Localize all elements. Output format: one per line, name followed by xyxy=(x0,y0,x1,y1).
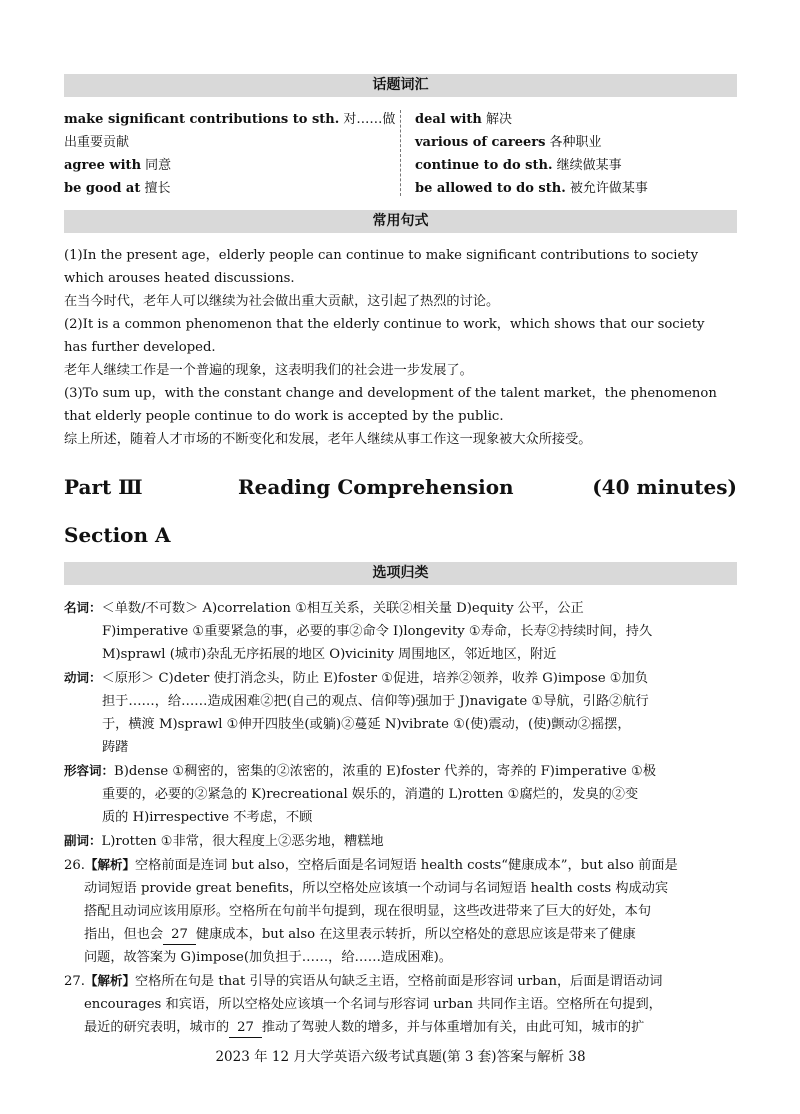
part-title: Reading Comprehension xyxy=(238,475,514,499)
adv-label: 副词： xyxy=(64,833,102,848)
adj-line: 质的 H)irrespective 不考虑，不顾 xyxy=(102,810,313,825)
sentence-line: has further developed. xyxy=(64,340,216,355)
sentence-line: that elderly people continue to do work is accepted by the public. xyxy=(64,409,504,424)
q26-analysis-line: 问题，故答案为 G)impose(加负担于……，给……造成困难)。 xyxy=(84,950,452,965)
noun-line: M)sprawl (城市)杂乱无序拓展的地区 O)vicinity 周围地区，邻近地区，附近 xyxy=(102,647,557,662)
adj-label: 形容词： xyxy=(64,763,115,778)
sentence-line: (2)It is a common phenomenon that the elderly continue to work，which shows that our society xyxy=(64,317,705,332)
adv-line: 副词：L)rotten ①非常，很大程度上②恶劣地，糟糕地 xyxy=(64,833,384,849)
blank-number: 27 xyxy=(229,1019,262,1038)
q27-analysis-line: encourages 和宾语，所以空格处应该填一个名词与形容词 urban 共同作主语。空格所在句提到， xyxy=(84,997,662,1012)
section-heading: Section A xyxy=(64,523,171,547)
part-time: (40 minutes) xyxy=(592,475,737,499)
sentence-line: (3)To sum up，with the constant change and development of the talent market，the phenomenon xyxy=(64,386,717,401)
adj-line: 重要的，必要的②紧急的 K)recreational 娱乐的，消遣的 L)rotten ①腐烂的，发臭的②变 xyxy=(102,787,639,802)
sentence-line: (1)In the present age，elderly people can continue to make significant contributions to society xyxy=(64,248,699,263)
verb-line: 担于……，给……造成困难②把(自己的观点、信仰等)强加于 J)navigate ①导航，引路②航行 xyxy=(102,694,649,709)
options-list xyxy=(64,596,737,1039)
vocab-item: deal with 解决 xyxy=(415,112,512,127)
q26-analysis-line: 指出，但也会 27 健康成本，but also 在这里表示转折，所以空格处的意思应该是带来了健康 xyxy=(64,923,737,946)
noun-line: 名词：＜单数/不可数＞ A)correlation ①相互关系，关联②相关量 D)equity 公平，公正 xyxy=(64,600,584,616)
vocab-item: 出重要贡献 xyxy=(64,135,130,150)
vocab-right-column xyxy=(415,108,648,200)
vocab-item: continue to do sth. 继续做某事 xyxy=(415,158,622,173)
vocab-item: be good at 擅长 xyxy=(64,181,171,196)
q26-analysis: 26.【解析】空格前面是连词 but also，空格后面是名词短语 health costs“健康成本”，but also 前面是 xyxy=(64,857,678,873)
part-heading xyxy=(64,473,737,501)
sentence-line: 老年人继续工作是一个普遍的现象，这表明我们的社会进一步发展了。 xyxy=(64,363,473,378)
vocab-item: various of careers 各种职业 xyxy=(415,135,602,150)
part-label: Part Ⅲ xyxy=(64,475,143,499)
vocab-item: make significant contributions to sth. 对……做 xyxy=(64,112,396,127)
q26-analysis-line: 动词短语 provide great benefits，所以空格处应该填一个动词与名词短语 health costs 构成动宾 xyxy=(84,881,669,896)
vocab-item: agree with 同意 xyxy=(64,158,172,173)
noun-label: 名词： xyxy=(64,600,102,615)
sentence-line: 在当今时代，老年人可以继续为社会做出重大贡献，这引起了热烈的讨论。 xyxy=(64,294,500,309)
adj-line: 形容词：B)dense ①稠密的，密集的②浓密的，浓重的 E)foster 代养的，寄养的 F)imperative ①极 xyxy=(64,763,657,779)
sentence-line: which arouses heated discussions. xyxy=(64,271,295,286)
options-header: 选项归类 xyxy=(64,562,737,585)
verb-label: 动词： xyxy=(64,670,102,685)
vocab-divider xyxy=(400,110,401,196)
blank-number: 27 xyxy=(163,926,196,945)
analysis-tag: 【解析】 xyxy=(84,857,135,872)
noun-line: F)imperative ①重要紧急的事，必要的事②命令 I)longevity ①寿命，长寿②持续时间，持久 xyxy=(102,624,653,639)
page-footer: 2023 年 12 月大学英语六级考试真题(第 3 套)答案与解析 38 xyxy=(215,1049,586,1065)
sentence-line: 综上所述，随着人才市场的不断变化和发展，老年人继续从事工作这一现象被大众所接受。 xyxy=(64,432,592,447)
sentences-header: 常用句式 xyxy=(64,210,737,233)
analysis-tag: 【解析】 xyxy=(84,973,135,988)
verb-line: 动词：＜原形＞ C)deter 使打消念头，防止 E)foster ①促进，培养②领养，收养 G)impose ①加负 xyxy=(64,670,649,686)
verb-line: 于，横渡 M)sprawl ①伸开四肢坐(或躺)②蔓延 N)vibrate ①(使)震动，(使)颤动②摇摆， xyxy=(102,717,631,732)
q27-analysis-line: 最近的研究表明，城市的 27 推动了驾驶人数的增多，并与体重增加有关，由此可知，城市的扩 xyxy=(64,1016,737,1039)
q26-analysis-line: 搭配且动词应该用原形。空格所在句前半句提到，现在很明显，这些改进带来了巨大的好处，本句 xyxy=(84,904,652,919)
vocab-left-column xyxy=(64,108,395,200)
q27-analysis: 27.【解析】空格所在句是 that 引导的宾语从句缺乏主语，空格前面是形容词 urban，后面是谓语动词 xyxy=(64,973,663,989)
vocab-item: be allowed to do sth. 被允许做某事 xyxy=(415,181,648,196)
verb-line: 踌躇 xyxy=(102,740,129,755)
topic-vocab-list xyxy=(64,108,737,200)
topic-vocab-header: 话题词汇 xyxy=(64,74,737,97)
sentences-list xyxy=(64,244,737,451)
